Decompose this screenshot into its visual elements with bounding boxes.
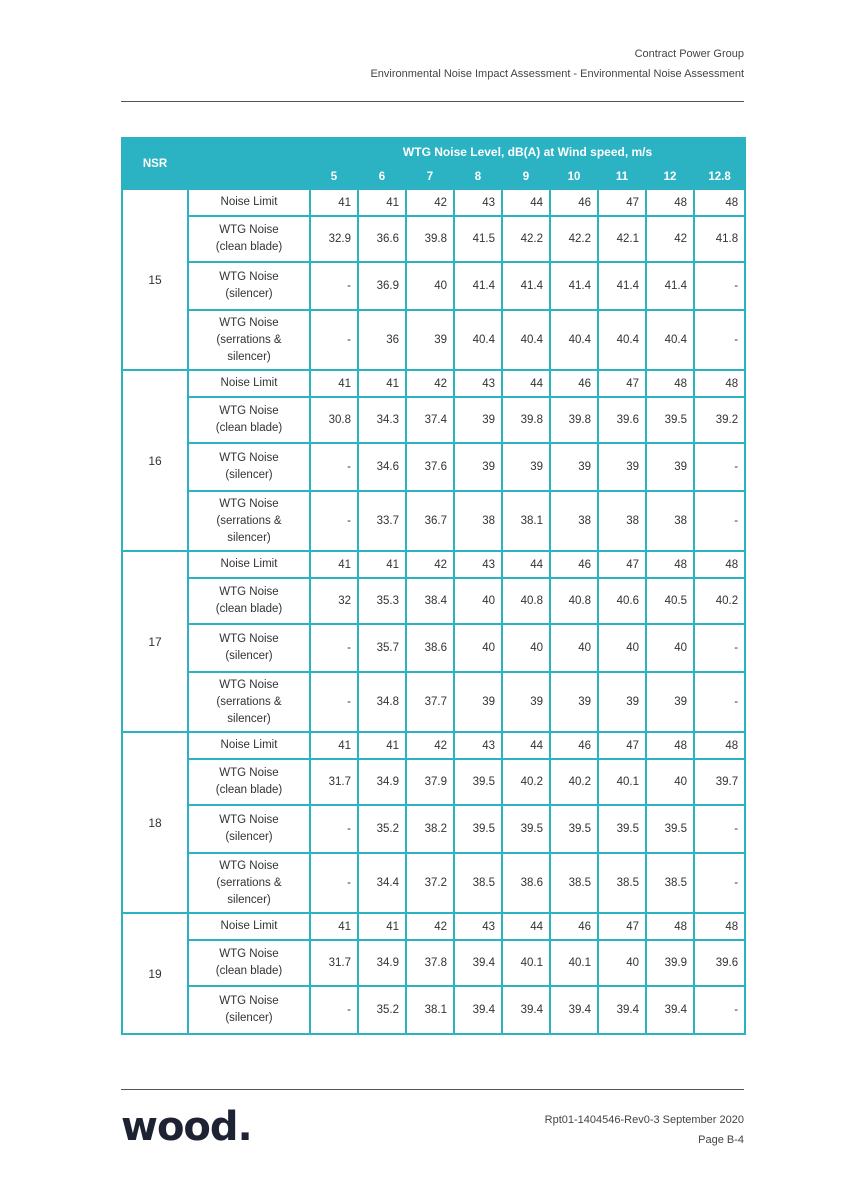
noise-value-cell: 37.7 bbox=[406, 672, 454, 732]
wind-speed-header: 6 bbox=[358, 165, 406, 189]
noise-value-cell: 39.4 bbox=[550, 986, 598, 1034]
noise-value-cell: 39.5 bbox=[598, 805, 646, 853]
table-row bbox=[122, 491, 745, 551]
row-label-cell: WTG Noise (clean blade) bbox=[188, 578, 310, 624]
wind-speed-header: 9 bbox=[502, 165, 550, 189]
noise-value-cell: 38.4 bbox=[406, 578, 454, 624]
noise-value-cell: 39.5 bbox=[454, 805, 502, 853]
noise-value-cell: 42 bbox=[406, 732, 454, 759]
noise-value-cell: 43 bbox=[454, 732, 502, 759]
noise-value-cell: 39.7 bbox=[694, 759, 745, 805]
noise-value-cell: 41.8 bbox=[694, 216, 745, 262]
noise-value-cell: 37.6 bbox=[406, 443, 454, 491]
noise-value-cell: 34.9 bbox=[358, 940, 406, 986]
noise-value-cell: 41.4 bbox=[454, 262, 502, 310]
noise-value-cell: 36 bbox=[358, 310, 406, 370]
noise-value-cell: 38.6 bbox=[502, 853, 550, 913]
noise-value-cell: 36.9 bbox=[358, 262, 406, 310]
wood-logo: wood. bbox=[121, 1104, 252, 1150]
noise-value-cell: 38 bbox=[454, 491, 502, 551]
noise-value-cell: 41 bbox=[310, 732, 358, 759]
noise-value-cell: 42 bbox=[406, 551, 454, 578]
row-label-cell: WTG Noise (silencer) bbox=[188, 443, 310, 491]
noise-value-cell: 43 bbox=[454, 370, 502, 397]
noise-value-cell: 40 bbox=[598, 940, 646, 986]
row-label-cell: WTG Noise (serrations & silencer) bbox=[188, 310, 310, 370]
noise-value-cell: 38.1 bbox=[502, 491, 550, 551]
noise-value-cell: 40 bbox=[502, 624, 550, 672]
noise-value-cell: 40 bbox=[646, 759, 694, 805]
noise-value-cell: 37.2 bbox=[406, 853, 454, 913]
noise-value-cell: 37.4 bbox=[406, 397, 454, 443]
noise-value-cell: 39.4 bbox=[454, 986, 502, 1034]
noise-value-cell: 40.2 bbox=[550, 759, 598, 805]
wind-speed-header: 5 bbox=[310, 165, 358, 189]
noise-value-cell: 39.6 bbox=[694, 940, 745, 986]
table-row bbox=[122, 262, 745, 310]
noise-value-cell: 40.8 bbox=[502, 578, 550, 624]
page-header bbox=[370, 44, 744, 84]
noise-value-cell: 40.4 bbox=[550, 310, 598, 370]
noise-value-cell: - bbox=[694, 672, 745, 732]
noise-value-cell: 43 bbox=[454, 551, 502, 578]
table-row bbox=[122, 370, 745, 397]
noise-value-cell: 39.4 bbox=[454, 940, 502, 986]
noise-value-cell: 38 bbox=[550, 491, 598, 551]
noise-value-cell: 40 bbox=[454, 578, 502, 624]
noise-value-cell: 46 bbox=[550, 732, 598, 759]
noise-value-cell: 46 bbox=[550, 189, 598, 216]
noise-value-cell: 38.6 bbox=[406, 624, 454, 672]
noise-value-cell: 48 bbox=[646, 732, 694, 759]
noise-value-cell: 44 bbox=[502, 913, 550, 940]
noise-value-cell: 39 bbox=[502, 672, 550, 732]
noise-value-cell: 48 bbox=[694, 913, 745, 940]
noise-level-table bbox=[121, 137, 746, 1035]
noise-value-cell: 32.9 bbox=[310, 216, 358, 262]
noise-value-cell: 44 bbox=[502, 189, 550, 216]
noise-value-cell: 39.5 bbox=[646, 805, 694, 853]
wind-speed-banner: WTG Noise Level, dB(A) at Wind speed, m/s bbox=[310, 138, 745, 165]
noise-value-cell: 39 bbox=[454, 672, 502, 732]
table-row bbox=[122, 443, 745, 491]
document-reference: Rpt01-1404546-Rev0-3 September 2020 bbox=[544, 1114, 744, 1126]
noise-value-cell: 40.4 bbox=[598, 310, 646, 370]
noise-value-cell: 39.5 bbox=[646, 397, 694, 443]
table-row bbox=[122, 578, 745, 624]
noise-value-cell: 48 bbox=[646, 370, 694, 397]
wind-speed-header: 12 bbox=[646, 165, 694, 189]
noise-value-cell: 44 bbox=[502, 370, 550, 397]
table-row bbox=[122, 189, 745, 216]
noise-value-cell: 48 bbox=[646, 913, 694, 940]
noise-value-cell: 47 bbox=[598, 370, 646, 397]
nsr-id-cell: 18 bbox=[122, 732, 188, 913]
table-row bbox=[122, 216, 745, 262]
noise-value-cell: 38.1 bbox=[406, 986, 454, 1034]
noise-value-cell: - bbox=[310, 805, 358, 853]
noise-value-cell: 40.1 bbox=[598, 759, 646, 805]
noise-value-cell: 39.5 bbox=[550, 805, 598, 853]
noise-value-cell: 42 bbox=[406, 913, 454, 940]
table-row bbox=[122, 310, 745, 370]
noise-value-cell: 35.2 bbox=[358, 805, 406, 853]
noise-value-cell: 41 bbox=[358, 732, 406, 759]
noise-value-cell: 36.7 bbox=[406, 491, 454, 551]
noise-value-cell: 38.2 bbox=[406, 805, 454, 853]
noise-value-cell: 40 bbox=[646, 624, 694, 672]
noise-value-cell: 42 bbox=[646, 216, 694, 262]
noise-value-cell: 39 bbox=[646, 443, 694, 491]
noise-value-cell: 48 bbox=[646, 551, 694, 578]
noise-value-cell: 40 bbox=[598, 624, 646, 672]
wind-speed-header: 8 bbox=[454, 165, 502, 189]
row-label-cell: WTG Noise (silencer) bbox=[188, 262, 310, 310]
noise-value-cell: 40.4 bbox=[646, 310, 694, 370]
table-row bbox=[122, 913, 745, 940]
noise-value-cell: 31.7 bbox=[310, 759, 358, 805]
noise-value-cell: 40.2 bbox=[694, 578, 745, 624]
table-row bbox=[122, 759, 745, 805]
noise-value-cell: 39.5 bbox=[502, 805, 550, 853]
noise-value-cell: 39.5 bbox=[454, 759, 502, 805]
table-row bbox=[122, 853, 745, 913]
noise-value-cell: 47 bbox=[598, 732, 646, 759]
noise-value-cell: 39.4 bbox=[646, 986, 694, 1034]
noise-value-cell: 46 bbox=[550, 370, 598, 397]
noise-value-cell: 32 bbox=[310, 578, 358, 624]
noise-value-cell: - bbox=[694, 443, 745, 491]
noise-value-cell: - bbox=[310, 853, 358, 913]
nsr-id-cell: 17 bbox=[122, 551, 188, 732]
table-row bbox=[122, 732, 745, 759]
nsr-id-cell: 15 bbox=[122, 189, 188, 370]
table-row bbox=[122, 805, 745, 853]
page-footer bbox=[545, 1110, 744, 1150]
header-divider bbox=[121, 101, 744, 102]
wind-speed-header: 7 bbox=[406, 165, 454, 189]
noise-value-cell: 39 bbox=[598, 443, 646, 491]
noise-value-cell: 43 bbox=[454, 189, 502, 216]
noise-value-cell: 41 bbox=[358, 189, 406, 216]
table-row bbox=[122, 397, 745, 443]
row-label-cell: WTG Noise (serrations & silencer) bbox=[188, 491, 310, 551]
noise-value-cell: 42 bbox=[406, 370, 454, 397]
row-label-cell: Noise Limit bbox=[188, 732, 310, 759]
table-row bbox=[122, 986, 745, 1034]
nsr-id-cell: 19 bbox=[122, 913, 188, 1034]
noise-value-cell: 41.4 bbox=[646, 262, 694, 310]
noise-value-cell: 48 bbox=[694, 370, 745, 397]
noise-value-cell: - bbox=[310, 310, 358, 370]
noise-value-cell: 40.1 bbox=[550, 940, 598, 986]
noise-value-cell: 39 bbox=[550, 672, 598, 732]
noise-value-cell: 37.8 bbox=[406, 940, 454, 986]
noise-value-cell: 40.4 bbox=[454, 310, 502, 370]
noise-value-cell: 34.3 bbox=[358, 397, 406, 443]
wind-speed-header: 12.8 bbox=[694, 165, 745, 189]
noise-value-cell: 47 bbox=[598, 913, 646, 940]
noise-value-cell: 39 bbox=[454, 443, 502, 491]
row-label-cell: WTG Noise (silencer) bbox=[188, 986, 310, 1034]
noise-value-cell: 41 bbox=[310, 370, 358, 397]
noise-value-cell: - bbox=[694, 624, 745, 672]
table-row bbox=[122, 940, 745, 986]
noise-value-cell: 39.4 bbox=[502, 986, 550, 1034]
noise-value-cell: - bbox=[310, 443, 358, 491]
noise-value-cell: - bbox=[310, 672, 358, 732]
noise-value-cell: 39 bbox=[406, 310, 454, 370]
noise-value-cell: 37.9 bbox=[406, 759, 454, 805]
row-label-cell: WTG Noise (serrations & silencer) bbox=[188, 672, 310, 732]
row-label-cell: WTG Noise (clean blade) bbox=[188, 940, 310, 986]
noise-value-cell: - bbox=[694, 491, 745, 551]
noise-value-cell: 34.8 bbox=[358, 672, 406, 732]
noise-value-cell: 39.8 bbox=[550, 397, 598, 443]
noise-value-cell: 38.5 bbox=[550, 853, 598, 913]
noise-value-cell: 35.2 bbox=[358, 986, 406, 1034]
noise-value-cell: 34.4 bbox=[358, 853, 406, 913]
noise-value-cell: 46 bbox=[550, 913, 598, 940]
noise-value-cell: 38.5 bbox=[598, 853, 646, 913]
wind-speed-header: 10 bbox=[550, 165, 598, 189]
noise-value-cell: 41 bbox=[310, 551, 358, 578]
noise-value-cell: 48 bbox=[694, 732, 745, 759]
noise-value-cell: 41.5 bbox=[454, 216, 502, 262]
noise-value-cell: - bbox=[310, 986, 358, 1034]
noise-value-cell: 35.3 bbox=[358, 578, 406, 624]
noise-value-cell: 48 bbox=[646, 189, 694, 216]
noise-value-cell: 39.8 bbox=[502, 397, 550, 443]
header-company: Contract Power Group bbox=[634, 48, 744, 60]
row-label-cell: WTG Noise (silencer) bbox=[188, 805, 310, 853]
noise-value-cell: 41 bbox=[358, 370, 406, 397]
noise-value-cell: 39 bbox=[550, 443, 598, 491]
noise-value-cell: 39 bbox=[454, 397, 502, 443]
noise-value-cell: 38 bbox=[646, 491, 694, 551]
noise-value-cell: 40.5 bbox=[646, 578, 694, 624]
noise-value-cell: 39.4 bbox=[598, 986, 646, 1034]
noise-value-cell: 38 bbox=[598, 491, 646, 551]
footer-divider bbox=[121, 1089, 744, 1090]
noise-value-cell: 39.2 bbox=[694, 397, 745, 443]
noise-value-cell: 40.2 bbox=[502, 759, 550, 805]
noise-value-cell: - bbox=[310, 491, 358, 551]
row-label-cell: Noise Limit bbox=[188, 370, 310, 397]
noise-value-cell: 31.7 bbox=[310, 940, 358, 986]
label-header-blank bbox=[188, 138, 310, 189]
noise-value-cell: 44 bbox=[502, 732, 550, 759]
noise-value-cell: 40.4 bbox=[502, 310, 550, 370]
row-label-cell: WTG Noise (silencer) bbox=[188, 624, 310, 672]
noise-value-cell: 40.8 bbox=[550, 578, 598, 624]
page-number: Page B-4 bbox=[698, 1134, 744, 1146]
noise-value-cell: 48 bbox=[694, 551, 745, 578]
table-row bbox=[122, 551, 745, 578]
noise-value-cell: 42.2 bbox=[502, 216, 550, 262]
noise-value-cell: - bbox=[310, 262, 358, 310]
row-label-cell: WTG Noise (clean blade) bbox=[188, 759, 310, 805]
noise-value-cell: 40 bbox=[454, 624, 502, 672]
noise-value-cell: - bbox=[694, 853, 745, 913]
noise-value-cell: 36.6 bbox=[358, 216, 406, 262]
noise-value-cell: 47 bbox=[598, 189, 646, 216]
noise-value-cell: - bbox=[310, 624, 358, 672]
row-label-cell: Noise Limit bbox=[188, 551, 310, 578]
noise-value-cell: 46 bbox=[550, 551, 598, 578]
nsr-header: NSR bbox=[122, 138, 188, 189]
noise-value-cell: 42.2 bbox=[550, 216, 598, 262]
noise-value-cell: 48 bbox=[694, 189, 745, 216]
noise-value-cell: - bbox=[694, 986, 745, 1034]
noise-value-cell: 41 bbox=[310, 189, 358, 216]
noise-value-cell: 34.6 bbox=[358, 443, 406, 491]
row-label-cell: WTG Noise (serrations & silencer) bbox=[188, 853, 310, 913]
noise-value-cell: - bbox=[694, 262, 745, 310]
wind-speed-header: 11 bbox=[598, 165, 646, 189]
noise-value-cell: 42 bbox=[406, 189, 454, 216]
noise-value-cell: 43 bbox=[454, 913, 502, 940]
noise-value-cell: 39 bbox=[598, 672, 646, 732]
row-label-cell: WTG Noise (clean blade) bbox=[188, 216, 310, 262]
noise-value-cell: 40.1 bbox=[502, 940, 550, 986]
noise-value-cell: 41 bbox=[358, 551, 406, 578]
noise-value-cell: 33.7 bbox=[358, 491, 406, 551]
nsr-id-cell: 16 bbox=[122, 370, 188, 551]
noise-value-cell: 41 bbox=[358, 913, 406, 940]
noise-value-cell: 44 bbox=[502, 551, 550, 578]
row-label-cell: Noise Limit bbox=[188, 913, 310, 940]
noise-value-cell: 40 bbox=[406, 262, 454, 310]
noise-value-cell: 39.9 bbox=[646, 940, 694, 986]
row-label-cell: WTG Noise (clean blade) bbox=[188, 397, 310, 443]
noise-value-cell: 39 bbox=[646, 672, 694, 732]
noise-value-cell: 40 bbox=[550, 624, 598, 672]
noise-value-cell: 39 bbox=[502, 443, 550, 491]
row-label-cell: Noise Limit bbox=[188, 189, 310, 216]
noise-value-cell: 41 bbox=[310, 913, 358, 940]
noise-value-cell: 41.4 bbox=[502, 262, 550, 310]
noise-value-cell: 39.8 bbox=[406, 216, 454, 262]
noise-value-cell: 35.7 bbox=[358, 624, 406, 672]
noise-value-cell: 34.9 bbox=[358, 759, 406, 805]
noise-value-cell: 47 bbox=[598, 551, 646, 578]
noise-value-cell: 38.5 bbox=[454, 853, 502, 913]
noise-value-cell: 38.5 bbox=[646, 853, 694, 913]
noise-value-cell: 41.4 bbox=[598, 262, 646, 310]
noise-value-cell: 40.6 bbox=[598, 578, 646, 624]
noise-value-cell: 41.4 bbox=[550, 262, 598, 310]
noise-value-cell: - bbox=[694, 310, 745, 370]
noise-value-cell: - bbox=[694, 805, 745, 853]
table-row bbox=[122, 624, 745, 672]
table-row bbox=[122, 672, 745, 732]
noise-value-cell: 30.8 bbox=[310, 397, 358, 443]
header-report-title: Environmental Noise Impact Assessment - Environmental Noise Assessment bbox=[370, 68, 744, 80]
noise-value-cell: 39.6 bbox=[598, 397, 646, 443]
noise-value-cell: 42.1 bbox=[598, 216, 646, 262]
